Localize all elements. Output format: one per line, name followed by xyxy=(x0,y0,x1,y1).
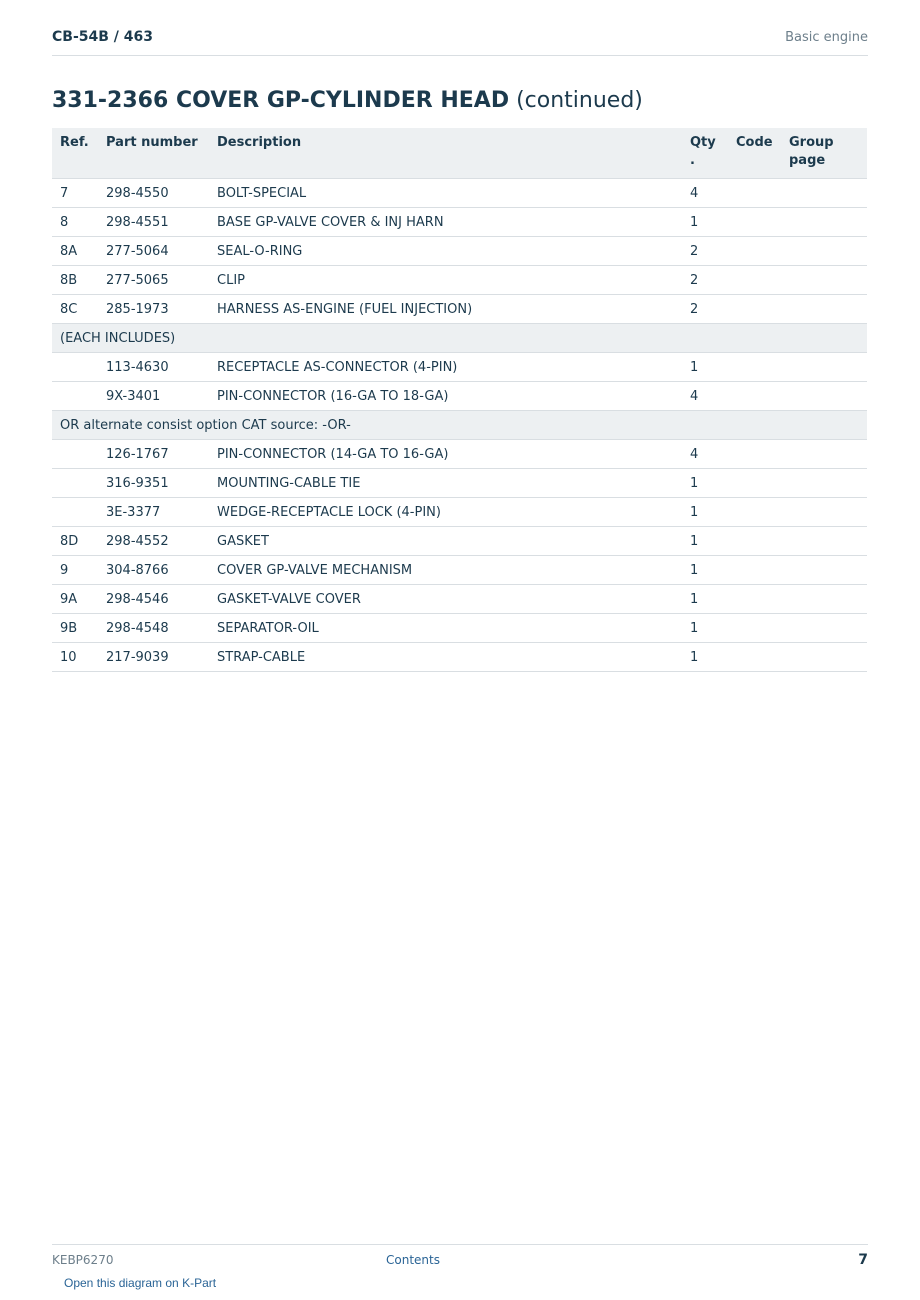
cell-qty: 2 xyxy=(682,295,728,324)
col-header-group-page: Group page xyxy=(781,128,867,179)
table-row xyxy=(52,295,867,324)
cell-qty: 1 xyxy=(682,498,728,527)
page-number: 7 xyxy=(858,1252,868,1268)
cell-code xyxy=(728,179,781,208)
table-row xyxy=(52,556,867,585)
col-header-part-number: Part number xyxy=(98,128,209,179)
cell-ref: 8D xyxy=(52,527,98,556)
cell-ref: 8B xyxy=(52,266,98,295)
table-row xyxy=(52,440,867,469)
table-row xyxy=(52,353,867,382)
cell-code xyxy=(728,237,781,266)
cell-code xyxy=(728,353,781,382)
col-header-qty: Qty . xyxy=(682,128,728,179)
cell-part-number: 3E-3377 xyxy=(98,498,209,527)
cell-qty: 1 xyxy=(682,353,728,382)
table-row xyxy=(52,643,867,672)
cell-description: WEDGE-RECEPTACLE LOCK (4-PIN) xyxy=(209,498,682,527)
table-row xyxy=(52,527,867,556)
note-text: OR alternate consist option CAT source: -OR- xyxy=(52,411,867,440)
cell-group-page xyxy=(781,527,867,556)
parts-table xyxy=(52,128,867,672)
cell-code xyxy=(728,266,781,295)
cell-description: STRAP-CABLE xyxy=(209,643,682,672)
cell-description: SEAL-O-RING xyxy=(209,237,682,266)
cell-description: GASKET xyxy=(209,527,682,556)
cell-ref: 9B xyxy=(52,614,98,643)
doc-code: KEBP6270 xyxy=(52,1253,114,1267)
cell-qty: 1 xyxy=(682,556,728,585)
cell-group-page xyxy=(781,498,867,527)
cell-description: CLIP xyxy=(209,266,682,295)
table-row xyxy=(52,469,867,498)
table-row xyxy=(52,179,867,208)
section-name: Basic engine xyxy=(785,30,868,45)
cell-group-page xyxy=(781,643,867,672)
cell-code xyxy=(728,556,781,585)
cell-code xyxy=(728,382,781,411)
cell-description: BASE GP-VALVE COVER & INJ HARN xyxy=(209,208,682,237)
cell-part-number: 316-9351 xyxy=(98,469,209,498)
table-note-row xyxy=(52,324,867,353)
cell-qty: 1 xyxy=(682,208,728,237)
cell-qty: 1 xyxy=(682,643,728,672)
cell-group-page xyxy=(781,440,867,469)
cell-ref: 9 xyxy=(52,556,98,585)
cell-part-number: 277-5065 xyxy=(98,266,209,295)
cell-group-page xyxy=(781,179,867,208)
cell-part-number: 298-4551 xyxy=(98,208,209,237)
cell-part-number: 298-4548 xyxy=(98,614,209,643)
cell-ref: 8 xyxy=(52,208,98,237)
cell-part-number: 217-9039 xyxy=(98,643,209,672)
cell-qty: 1 xyxy=(682,585,728,614)
cell-ref: 8A xyxy=(52,237,98,266)
cell-code xyxy=(728,440,781,469)
cell-code xyxy=(728,469,781,498)
cell-ref: 8C xyxy=(52,295,98,324)
table-row xyxy=(52,266,867,295)
cell-description: GASKET-VALVE COVER xyxy=(209,585,682,614)
cell-ref xyxy=(52,382,98,411)
cell-qty: 2 xyxy=(682,237,728,266)
title-suffix: (continued) xyxy=(516,88,643,113)
cell-group-page xyxy=(781,295,867,324)
cell-part-number: 285-1973 xyxy=(98,295,209,324)
cell-qty: 2 xyxy=(682,266,728,295)
cell-qty: 1 xyxy=(682,614,728,643)
cell-ref xyxy=(52,353,98,382)
table-header-row xyxy=(52,128,867,179)
cell-description: RECEPTACLE AS-CONNECTOR (4-PIN) xyxy=(209,353,682,382)
table-row xyxy=(52,382,867,411)
cell-group-page xyxy=(781,382,867,411)
cell-ref xyxy=(52,498,98,527)
cell-description: PIN-CONNECTOR (16-GA TO 18-GA) xyxy=(209,382,682,411)
open-diagram-link[interactable]: Open this diagram on K-Part xyxy=(64,1276,217,1290)
cell-code xyxy=(728,498,781,527)
cell-code xyxy=(728,527,781,556)
cell-part-number: 298-4550 xyxy=(98,179,209,208)
cell-description: COVER GP-VALVE MECHANISM xyxy=(209,556,682,585)
cell-qty: 4 xyxy=(682,179,728,208)
cell-group-page xyxy=(781,266,867,295)
cell-group-page xyxy=(781,614,867,643)
page-header xyxy=(52,28,868,56)
col-header-description: Description xyxy=(209,128,682,179)
cell-group-page xyxy=(781,237,867,266)
cell-description: BOLT-SPECIAL xyxy=(209,179,682,208)
cell-ref: 10 xyxy=(52,643,98,672)
note-text: (EACH INCLUDES) xyxy=(52,324,867,353)
cell-part-number: 113-4630 xyxy=(98,353,209,382)
cell-description: PIN-CONNECTOR (14-GA TO 16-GA) xyxy=(209,440,682,469)
cell-qty: 1 xyxy=(682,469,728,498)
cell-code xyxy=(728,295,781,324)
cell-part-number: 126-1767 xyxy=(98,440,209,469)
table-body xyxy=(52,179,867,672)
cell-code xyxy=(728,643,781,672)
table-row xyxy=(52,498,867,527)
cell-group-page xyxy=(781,353,867,382)
table-row xyxy=(52,614,867,643)
cell-ref xyxy=(52,469,98,498)
col-header-ref: Ref. xyxy=(52,128,98,179)
table-row xyxy=(52,585,867,614)
cell-description: MOUNTING-CABLE TIE xyxy=(209,469,682,498)
cell-description: SEPARATOR-OIL xyxy=(209,614,682,643)
doc-reference: CB-54B / 463 xyxy=(52,29,153,45)
cell-group-page xyxy=(781,469,867,498)
cell-qty: 4 xyxy=(682,382,728,411)
cell-code xyxy=(728,614,781,643)
cell-ref: 7 xyxy=(52,179,98,208)
cell-ref xyxy=(52,440,98,469)
cell-part-number: 9X-3401 xyxy=(98,382,209,411)
page-title xyxy=(52,88,643,113)
table-row xyxy=(52,237,867,266)
table-note-row xyxy=(52,411,867,440)
cell-part-number: 277-5064 xyxy=(98,237,209,266)
cell-group-page xyxy=(781,208,867,237)
cell-qty: 4 xyxy=(682,440,728,469)
cell-part-number: 304-8766 xyxy=(98,556,209,585)
contents-link[interactable]: Contents xyxy=(386,1253,440,1267)
cell-qty: 1 xyxy=(682,527,728,556)
table-row xyxy=(52,208,867,237)
cell-ref: 9A xyxy=(52,585,98,614)
cell-group-page xyxy=(781,585,867,614)
page-footer xyxy=(52,1244,868,1269)
cell-group-page xyxy=(781,556,867,585)
cell-code xyxy=(728,585,781,614)
cell-part-number: 298-4552 xyxy=(98,527,209,556)
col-header-code: Code xyxy=(728,128,781,179)
cell-code xyxy=(728,208,781,237)
cell-description: HARNESS AS-ENGINE (FUEL INJECTION) xyxy=(209,295,682,324)
title-main: 331-2366 COVER GP-CYLINDER HEAD xyxy=(52,88,510,113)
cell-part-number: 298-4546 xyxy=(98,585,209,614)
